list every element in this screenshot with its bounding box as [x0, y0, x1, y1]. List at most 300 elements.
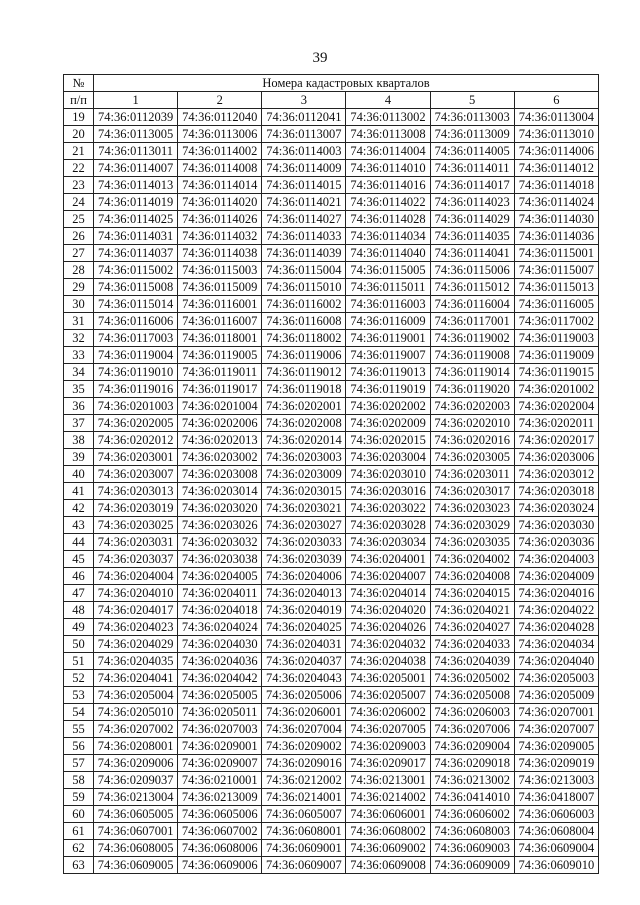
table-row	[64, 313, 599, 330]
cadastral-code-cell: 74:36:0202015	[346, 432, 430, 449]
cadastral-code-cell: 74:36:0115003	[178, 262, 262, 279]
cadastral-code-cell: 74:36:0204030	[178, 636, 262, 653]
cadastral-code-cell: 74:36:0203037	[94, 551, 178, 568]
row-number: 51	[64, 653, 94, 670]
cadastral-code-cell: 74:36:0114020	[178, 194, 262, 211]
cadastral-code-cell: 74:36:0609002	[346, 840, 430, 857]
cadastral-code-cell: 74:36:0205008	[430, 687, 514, 704]
cadastral-code-cell: 74:36:0606003	[514, 806, 598, 823]
cadastral-code-cell: 74:36:0204021	[430, 602, 514, 619]
cadastral-code-cell: 74:36:0605006	[178, 806, 262, 823]
table-row	[64, 432, 599, 449]
row-number: 42	[64, 500, 94, 517]
cadastral-code-cell: 74:36:0204006	[262, 568, 346, 585]
table-row	[64, 857, 599, 874]
row-number: 33	[64, 347, 94, 364]
table-row	[64, 466, 599, 483]
row-number: 58	[64, 772, 94, 789]
cadastral-code-cell: 74:36:0114026	[178, 211, 262, 228]
cadastral-code-cell: 74:36:0202017	[514, 432, 598, 449]
table-body	[64, 109, 599, 874]
cadastral-code-cell: 74:36:0112041	[262, 109, 346, 126]
table-row	[64, 330, 599, 347]
cadastral-code-cell: 74:36:0113003	[430, 109, 514, 126]
cadastral-code-cell: 74:36:0204020	[346, 602, 430, 619]
row-number: 24	[64, 194, 94, 211]
cadastral-code-cell: 74:36:0114021	[262, 194, 346, 211]
table-row	[64, 636, 599, 653]
cadastral-code-cell: 74:36:0117003	[94, 330, 178, 347]
cadastral-code-cell: 74:36:0203031	[94, 534, 178, 551]
cadastral-code-cell: 74:36:0203024	[514, 500, 598, 517]
row-number: 26	[64, 228, 94, 245]
cadastral-code-cell: 74:36:0202003	[430, 398, 514, 415]
cadastral-code-cell: 74:36:0209037	[94, 772, 178, 789]
cadastral-code-cell: 74:36:0606001	[346, 806, 430, 823]
cadastral-code-cell: 74:36:0114014	[178, 177, 262, 194]
cadastral-code-cell: 74:36:0209005	[514, 738, 598, 755]
cadastral-code-cell: 74:36:0204042	[178, 670, 262, 687]
cadastral-code-cell: 74:36:0204016	[514, 585, 598, 602]
cadastral-code-cell: 74:36:0114006	[514, 143, 598, 160]
cadastral-code-cell: 74:36:0116009	[346, 313, 430, 330]
cadastral-code-cell: 74:36:0203007	[94, 466, 178, 483]
cadastral-code-cell: 74:36:0608002	[346, 823, 430, 840]
cadastral-code-cell: 74:36:0209001	[178, 738, 262, 755]
cadastral-code-cell: 74:36:0609004	[514, 840, 598, 857]
cadastral-code-cell: 74:36:0609001	[262, 840, 346, 857]
cadastral-code-cell: 74:36:0203019	[94, 500, 178, 517]
cadastral-code-cell: 74:36:0414010	[430, 789, 514, 806]
cadastral-code-cell: 74:36:0204003	[514, 551, 598, 568]
cadastral-code-cell: 74:36:0119017	[178, 381, 262, 398]
table-row	[64, 245, 599, 262]
cadastral-code-cell: 74:36:0204025	[262, 619, 346, 636]
cadastral-code-cell: 74:36:0209004	[430, 738, 514, 755]
cadastral-code-cell: 74:36:0202002	[346, 398, 430, 415]
cadastral-code-cell: 74:36:0608005	[94, 840, 178, 857]
cadastral-code-cell: 74:36:0115008	[94, 279, 178, 296]
cadastral-code-cell: 74:36:0114031	[94, 228, 178, 245]
table-row	[64, 602, 599, 619]
row-number: 60	[64, 806, 94, 823]
row-number: 57	[64, 755, 94, 772]
table-row	[64, 364, 599, 381]
cadastral-code-cell: 74:36:0114028	[346, 211, 430, 228]
cadastral-code-cell: 74:36:0119018	[262, 381, 346, 398]
cadastral-code-cell: 74:36:0203039	[262, 551, 346, 568]
cadastral-code-cell: 74:36:0114008	[178, 160, 262, 177]
cadastral-code-cell: 74:36:0119009	[514, 347, 598, 364]
row-number: 54	[64, 704, 94, 721]
row-number: 21	[64, 143, 94, 160]
cadastral-code-cell: 74:36:0204036	[178, 653, 262, 670]
row-number: 29	[64, 279, 94, 296]
cadastral-code-cell: 74:36:0202005	[94, 415, 178, 432]
row-number: 20	[64, 126, 94, 143]
cadastral-code-cell: 74:36:0203015	[262, 483, 346, 500]
cadastral-code-cell: 74:36:0205010	[94, 704, 178, 721]
cadastral-code-cell: 74:36:0204033	[430, 636, 514, 653]
table-row	[64, 160, 599, 177]
cadastral-code-cell: 74:36:0205002	[430, 670, 514, 687]
cadastral-code-cell: 74:36:0608004	[514, 823, 598, 840]
cadastral-code-cell: 74:36:0114025	[94, 211, 178, 228]
table-row	[64, 126, 599, 143]
cadastral-code-cell: 74:36:0115010	[262, 279, 346, 296]
cadastral-code-cell: 74:36:0203035	[430, 534, 514, 551]
table-row	[64, 806, 599, 823]
cadastral-code-cell: 74:36:0119019	[346, 381, 430, 398]
cadastral-code-cell: 74:36:0113005	[94, 126, 178, 143]
cadastral-code-cell: 74:36:0207001	[514, 704, 598, 721]
cadastral-code-cell: 74:36:0203030	[514, 517, 598, 534]
cadastral-code-cell: 74:36:0119001	[346, 330, 430, 347]
cadastral-code-cell: 74:36:0114004	[346, 143, 430, 160]
row-number: 34	[64, 364, 94, 381]
header-column-1: 1	[94, 92, 178, 109]
row-number: 37	[64, 415, 94, 432]
cadastral-code-cell: 74:36:0116005	[514, 296, 598, 313]
cadastral-code-cell: 74:36:0204018	[178, 602, 262, 619]
cadastral-code-cell: 74:36:0204007	[346, 568, 430, 585]
table-row	[64, 228, 599, 245]
table-row	[64, 211, 599, 228]
cadastral-code-cell: 74:36:0119006	[262, 347, 346, 364]
cadastral-code-cell: 74:36:0204013	[262, 585, 346, 602]
header-column-4: 4	[346, 92, 430, 109]
table-row	[64, 704, 599, 721]
cadastral-code-cell: 74:36:0608001	[262, 823, 346, 840]
cadastral-code-cell: 74:36:0203023	[430, 500, 514, 517]
cadastral-code-cell: 74:36:0201002	[514, 381, 598, 398]
header-column-5: 5	[430, 92, 514, 109]
cadastral-code-cell: 74:36:0205004	[94, 687, 178, 704]
cadastral-code-cell: 74:36:0209006	[94, 755, 178, 772]
cadastral-quarters-table	[63, 74, 599, 874]
table-row	[64, 823, 599, 840]
table-row	[64, 517, 599, 534]
cadastral-code-cell: 74:36:0114024	[514, 194, 598, 211]
cadastral-code-cell: 74:36:0114012	[514, 160, 598, 177]
cadastral-code-cell: 74:36:0114003	[262, 143, 346, 160]
cadastral-code-cell: 74:36:0213009	[178, 789, 262, 806]
row-number: 62	[64, 840, 94, 857]
row-number: 35	[64, 381, 94, 398]
cadastral-code-cell: 74:36:0204037	[262, 653, 346, 670]
table-header	[64, 75, 599, 109]
row-number: 39	[64, 449, 94, 466]
cadastral-code-cell: 74:36:0114027	[262, 211, 346, 228]
cadastral-code-cell: 74:36:0209017	[346, 755, 430, 772]
cadastral-code-cell: 74:36:0113006	[178, 126, 262, 143]
cadastral-code-cell: 74:36:0115011	[346, 279, 430, 296]
row-number: 59	[64, 789, 94, 806]
row-number: 38	[64, 432, 94, 449]
cadastral-code-cell: 74:36:0209018	[430, 755, 514, 772]
cadastral-code-cell: 74:36:0204011	[178, 585, 262, 602]
cadastral-code-cell: 74:36:0203038	[178, 551, 262, 568]
cadastral-code-cell: 74:36:0204019	[262, 602, 346, 619]
cadastral-code-cell: 74:36:0204009	[514, 568, 598, 585]
cadastral-code-cell: 74:36:0213004	[94, 789, 178, 806]
cadastral-code-cell: 74:36:0607001	[94, 823, 178, 840]
cadastral-code-cell: 74:36:0204004	[94, 568, 178, 585]
cadastral-code-cell: 74:36:0118002	[262, 330, 346, 347]
cadastral-code-cell: 74:36:0608003	[430, 823, 514, 840]
cadastral-code-cell: 74:36:0609007	[262, 857, 346, 874]
cadastral-code-cell: 74:36:0203029	[430, 517, 514, 534]
cadastral-code-cell: 74:36:0203006	[514, 449, 598, 466]
row-number: 55	[64, 721, 94, 738]
cadastral-code-cell: 74:36:0213003	[514, 772, 598, 789]
cadastral-code-cell: 74:36:0204035	[94, 653, 178, 670]
cadastral-code-cell: 74:36:0119007	[346, 347, 430, 364]
cadastral-code-cell: 74:36:0202001	[262, 398, 346, 415]
cadastral-code-cell: 74:36:0204043	[262, 670, 346, 687]
cadastral-code-cell: 74:36:0117002	[514, 313, 598, 330]
row-number: 19	[64, 109, 94, 126]
cadastral-code-cell: 74:36:0204031	[262, 636, 346, 653]
cadastral-code-cell: 74:36:0205006	[262, 687, 346, 704]
cadastral-code-cell: 74:36:0212002	[262, 772, 346, 789]
cadastral-code-cell: 74:36:0114029	[430, 211, 514, 228]
cadastral-code-cell: 74:36:0114015	[262, 177, 346, 194]
table-row	[64, 568, 599, 585]
cadastral-code-cell: 74:36:0205009	[514, 687, 598, 704]
cadastral-code-cell: 74:36:0203032	[178, 534, 262, 551]
cadastral-code-cell: 74:36:0204002	[430, 551, 514, 568]
cadastral-code-cell: 74:36:0203028	[346, 517, 430, 534]
table-row	[64, 551, 599, 568]
cadastral-code-cell: 74:36:0202014	[262, 432, 346, 449]
cadastral-code-cell: 74:36:0209016	[262, 755, 346, 772]
cadastral-code-cell: 74:36:0209019	[514, 755, 598, 772]
table-row	[64, 194, 599, 211]
row-number: 30	[64, 296, 94, 313]
cadastral-code-cell: 74:36:0204034	[514, 636, 598, 653]
cadastral-code-cell: 74:36:0203014	[178, 483, 262, 500]
cadastral-code-cell: 74:36:0119005	[178, 347, 262, 364]
table-row	[64, 738, 599, 755]
cadastral-code-cell: 74:36:0202006	[178, 415, 262, 432]
cadastral-code-cell: 74:36:0114032	[178, 228, 262, 245]
row-number: 32	[64, 330, 94, 347]
row-number: 45	[64, 551, 94, 568]
cadastral-code-cell: 74:36:0202016	[430, 432, 514, 449]
cadastral-code-cell: 74:36:0119012	[262, 364, 346, 381]
cadastral-code-cell: 74:36:0203022	[346, 500, 430, 517]
header-num-bottom: п/п	[64, 92, 94, 109]
cadastral-code-cell: 74:36:0204032	[346, 636, 430, 653]
cadastral-code-cell: 74:36:0114041	[430, 245, 514, 262]
cadastral-code-cell: 74:36:0204022	[514, 602, 598, 619]
cadastral-code-cell: 74:36:0204040	[514, 653, 598, 670]
cadastral-code-cell: 74:36:0113010	[514, 126, 598, 143]
cadastral-code-cell: 74:36:0202011	[514, 415, 598, 432]
cadastral-code-cell: 74:36:0114040	[346, 245, 430, 262]
cadastral-code-cell: 74:36:0114023	[430, 194, 514, 211]
cadastral-code-cell: 74:36:0207007	[514, 721, 598, 738]
cadastral-code-cell: 74:36:0203004	[346, 449, 430, 466]
row-number: 47	[64, 585, 94, 602]
row-number: 44	[64, 534, 94, 551]
table-row	[64, 687, 599, 704]
cadastral-code-cell: 74:36:0209003	[346, 738, 430, 755]
cadastral-code-cell: 74:36:0116003	[346, 296, 430, 313]
cadastral-code-cell: 74:36:0205007	[346, 687, 430, 704]
cadastral-code-cell: 74:36:0202008	[262, 415, 346, 432]
cadastral-code-cell: 74:36:0204029	[94, 636, 178, 653]
cadastral-code-cell: 74:36:0206001	[262, 704, 346, 721]
row-number: 53	[64, 687, 94, 704]
cadastral-code-cell: 74:36:0203016	[346, 483, 430, 500]
cadastral-code-cell: 74:36:0115013	[514, 279, 598, 296]
header-row-bottom	[64, 92, 599, 109]
cadastral-code-cell: 74:36:0114011	[430, 160, 514, 177]
cadastral-code-cell: 74:36:0112040	[178, 109, 262, 126]
cadastral-code-cell: 74:36:0115001	[514, 245, 598, 262]
cadastral-code-cell: 74:36:0115007	[514, 262, 598, 279]
cadastral-code-cell: 74:36:0214002	[346, 789, 430, 806]
cadastral-code-cell: 74:36:0116008	[262, 313, 346, 330]
cadastral-code-cell: 74:36:0115002	[94, 262, 178, 279]
cadastral-code-cell: 74:36:0203005	[430, 449, 514, 466]
table-row	[64, 772, 599, 789]
cadastral-code-cell: 74:36:0114013	[94, 177, 178, 194]
cadastral-code-cell: 74:36:0207006	[430, 721, 514, 738]
header-column-6: 6	[514, 92, 598, 109]
header-group-title: Номера кадастровых кварталов	[94, 75, 599, 92]
cadastral-code-cell: 74:36:0203010	[346, 466, 430, 483]
table-row	[64, 381, 599, 398]
cadastral-code-cell: 74:36:0119003	[514, 330, 598, 347]
cadastral-code-cell: 74:36:0201003	[94, 398, 178, 415]
cadastral-code-cell: 74:36:0114036	[514, 228, 598, 245]
cadastral-code-cell: 74:36:0207002	[94, 721, 178, 738]
header-num-top: №	[64, 75, 94, 92]
cadastral-code-cell: 74:36:0119016	[94, 381, 178, 398]
row-number: 22	[64, 160, 94, 177]
cadastral-code-cell: 74:36:0116006	[94, 313, 178, 330]
cadastral-code-cell: 74:36:0207004	[262, 721, 346, 738]
table-row	[64, 109, 599, 126]
cadastral-code-cell: 74:36:0203025	[94, 517, 178, 534]
table-row	[64, 143, 599, 160]
cadastral-code-cell: 74:36:0609008	[346, 857, 430, 874]
cadastral-code-cell: 74:36:0114037	[94, 245, 178, 262]
cadastral-code-cell: 74:36:0204008	[430, 568, 514, 585]
table-row	[64, 755, 599, 772]
table-row	[64, 653, 599, 670]
cadastral-code-cell: 74:36:0113002	[346, 109, 430, 126]
cadastral-code-cell: 74:36:0114007	[94, 160, 178, 177]
cadastral-code-cell: 74:36:0114038	[178, 245, 262, 262]
cadastral-code-cell: 74:36:0204028	[514, 619, 598, 636]
header-column-3: 3	[262, 92, 346, 109]
cadastral-code-cell: 74:36:0206003	[430, 704, 514, 721]
cadastral-code-cell: 74:36:0117001	[430, 313, 514, 330]
cadastral-code-cell: 74:36:0114039	[262, 245, 346, 262]
table-row	[64, 262, 599, 279]
table-row	[64, 500, 599, 517]
cadastral-code-cell: 74:36:0609003	[430, 840, 514, 857]
cadastral-code-cell: 74:36:0204010	[94, 585, 178, 602]
cadastral-code-cell: 74:36:0204026	[346, 619, 430, 636]
header-row-top	[64, 75, 599, 92]
cadastral-code-cell: 74:36:0209007	[178, 755, 262, 772]
row-number: 43	[64, 517, 94, 534]
cadastral-code-cell: 74:36:0605005	[94, 806, 178, 823]
cadastral-code-cell: 74:36:0203008	[178, 466, 262, 483]
cadastral-code-cell: 74:36:0119011	[178, 364, 262, 381]
header-column-2: 2	[178, 92, 262, 109]
cadastral-code-cell: 74:36:0114002	[178, 143, 262, 160]
cadastral-code-cell: 74:36:0113008	[346, 126, 430, 143]
cadastral-code-cell: 74:36:0609010	[514, 857, 598, 874]
cadastral-code-cell: 74:36:0113004	[514, 109, 598, 126]
cadastral-code-cell: 74:36:0203011	[430, 466, 514, 483]
cadastral-code-cell: 74:36:0418007	[514, 789, 598, 806]
table-row	[64, 449, 599, 466]
table-row	[64, 789, 599, 806]
cadastral-code-cell: 74:36:0204015	[430, 585, 514, 602]
cadastral-code-cell: 74:36:0203002	[178, 449, 262, 466]
table-row	[64, 347, 599, 364]
row-number: 49	[64, 619, 94, 636]
cadastral-code-cell: 74:36:0116007	[178, 313, 262, 330]
cadastral-code-cell: 74:36:0210001	[178, 772, 262, 789]
row-number: 31	[64, 313, 94, 330]
cadastral-code-cell: 74:36:0203018	[514, 483, 598, 500]
cadastral-code-cell: 74:36:0203020	[178, 500, 262, 517]
cadastral-code-cell: 74:36:0202004	[514, 398, 598, 415]
cadastral-code-cell: 74:36:0204041	[94, 670, 178, 687]
table-row	[64, 721, 599, 738]
row-number: 28	[64, 262, 94, 279]
row-number: 56	[64, 738, 94, 755]
cadastral-code-cell: 74:36:0119014	[430, 364, 514, 381]
cadastral-code-cell: 74:36:0114019	[94, 194, 178, 211]
cadastral-code-cell: 74:36:0607002	[178, 823, 262, 840]
table-row	[64, 177, 599, 194]
cadastral-code-cell: 74:36:0114035	[430, 228, 514, 245]
cadastral-code-cell: 74:36:0203001	[94, 449, 178, 466]
cadastral-code-cell: 74:36:0203027	[262, 517, 346, 534]
row-number: 63	[64, 857, 94, 874]
cadastral-code-cell: 74:36:0609009	[430, 857, 514, 874]
cadastral-code-cell: 74:36:0208001	[94, 738, 178, 755]
cadastral-code-cell: 74:36:0112039	[94, 109, 178, 126]
cadastral-code-cell: 74:36:0202009	[346, 415, 430, 432]
cadastral-code-cell: 74:36:0114022	[346, 194, 430, 211]
cadastral-code-cell: 74:36:0206002	[346, 704, 430, 721]
row-number: 27	[64, 245, 94, 262]
cadastral-code-cell: 74:36:0115014	[94, 296, 178, 313]
cadastral-code-cell: 74:36:0203034	[346, 534, 430, 551]
row-number: 52	[64, 670, 94, 687]
cadastral-code-cell: 74:36:0118001	[178, 330, 262, 347]
cadastral-code-cell: 74:36:0116001	[178, 296, 262, 313]
cadastral-code-cell: 74:36:0114005	[430, 143, 514, 160]
row-number: 25	[64, 211, 94, 228]
cadastral-code-cell: 74:36:0119015	[514, 364, 598, 381]
row-number: 46	[64, 568, 94, 585]
table-row	[64, 619, 599, 636]
cadastral-code-cell: 74:36:0119004	[94, 347, 178, 364]
cadastral-code-cell: 74:36:0204001	[346, 551, 430, 568]
page-number: 39	[312, 50, 328, 66]
